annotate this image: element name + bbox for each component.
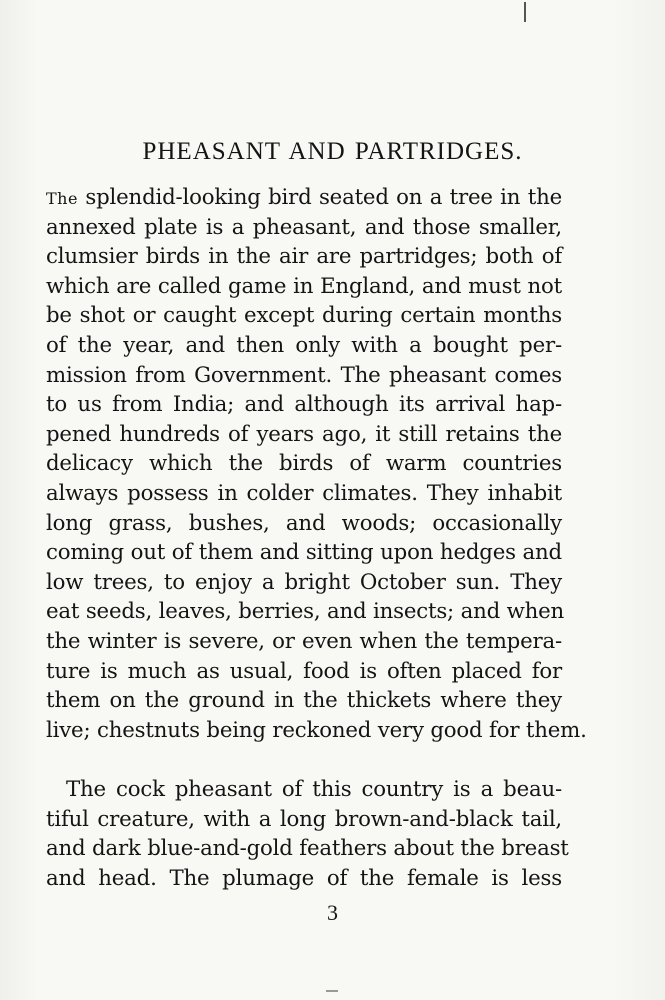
text-line: [46, 183, 562, 213]
drop-word: The: [46, 189, 78, 208]
text-line: The cock pheasant of this country is a beau-: [66, 777, 562, 802]
text-line: be shot or caught except during certain months: [46, 303, 562, 329]
text-line: to us from India; and although its arrival hap-: [46, 392, 562, 418]
text-line: coming out of them and sitting upon hedges and: [46, 540, 562, 566]
page-title: PHEASANT AND PARTRIDGES.: [142, 138, 523, 165]
text-line: clumsier birds in the air are partridges; both of: [46, 244, 562, 270]
text-line: the winter is severe, or even when the tempera-: [46, 628, 562, 654]
text-line: them on the ground in the thickets where they: [46, 688, 562, 714]
paragraph-2: [46, 775, 569, 893]
text-line: and head. The plumage of the female is less: [46, 865, 562, 891]
text-line: pened hundreds of years ago, it still retains the: [46, 421, 562, 447]
text-line: live; chestnuts being reckoned very good for them.: [46, 717, 587, 743]
text-line: mission from Government. The pheasant comes: [46, 362, 562, 388]
text-line: which are called game in England, and must not: [46, 273, 562, 299]
text-line: delicacy which the birds of warm countries: [46, 451, 562, 477]
text-line: long grass, bushes, and woods; occasionally: [46, 510, 562, 536]
text-line: of the year, and then only with a bought per-: [46, 332, 562, 358]
text-line: ture is much as usual, food is often placed for: [46, 658, 562, 684]
text-line: low trees, to enjoy a bright October sun. They: [46, 569, 562, 595]
text-line: annexed plate is a pheasant, and those smaller,: [46, 214, 562, 240]
text-line: eat seeds, leaves, berries, and insects; and when: [46, 599, 565, 625]
text-line: tiful creature, with a long brown-and-black tail,: [46, 806, 562, 832]
text-line: always possess in colder climates. They inhabit: [46, 480, 562, 506]
margin-mark: [524, 2, 526, 22]
bottom-mark: [326, 990, 338, 992]
paragraph-1: [46, 183, 587, 745]
text-line: and dark blue-and-gold feathers about the breast: [46, 836, 569, 862]
line-text: splendid-looking bird seated on a tree in the: [85, 185, 562, 210]
page-number: 3: [327, 900, 338, 925]
